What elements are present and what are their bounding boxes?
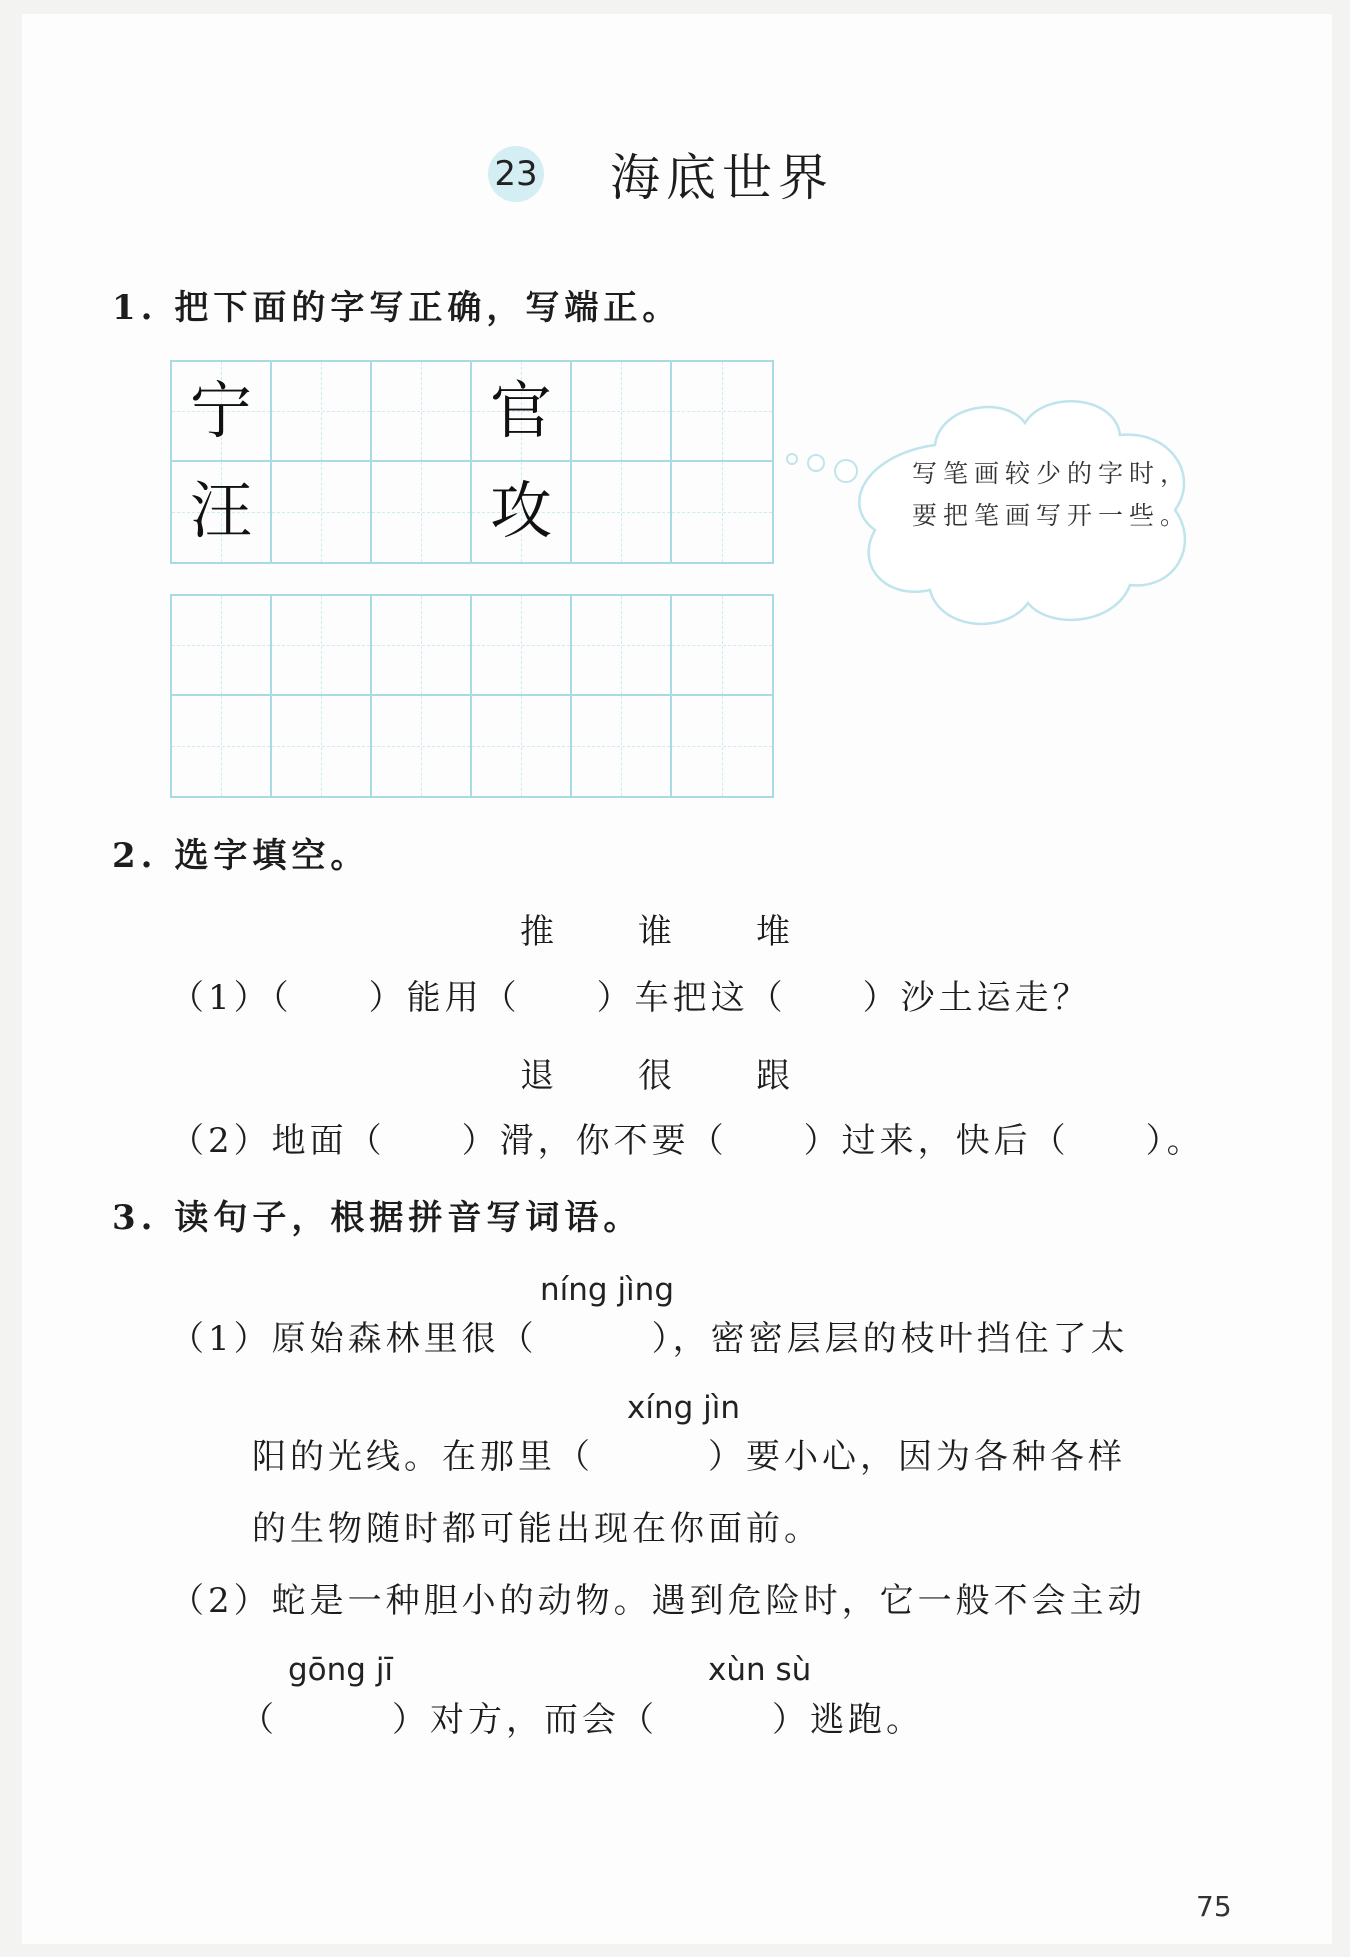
option-char: 谁 (638, 912, 672, 952)
option-char: 跟 (756, 1056, 790, 1096)
option-char: 退 (520, 1056, 554, 1096)
q2-sentence-2: （2）地面（ ）滑，你不要（ ）过来，快后（ ）。 (170, 1121, 1205, 1161)
pinyin-hint: gōng jī (288, 1652, 394, 1688)
grid-cell[interactable] (472, 696, 572, 796)
grid-cell[interactable] (572, 596, 672, 696)
grid-cell: 官 (472, 362, 572, 462)
grid-cell: 攻 (472, 462, 572, 562)
option-char: 堆 (756, 912, 790, 952)
q3-sentence-2-line-1: （2）蛇是一种胆小的动物。遇到危险时，它一般不会主动 (170, 1581, 1146, 1621)
q3-sentence-1-line-1: （1）原始森林里很（ ），密密层层的枝叶挡住了太 (170, 1319, 1129, 1359)
lesson-title: 海底世界 (610, 149, 834, 207)
lesson-number-badge: 23 (488, 146, 544, 202)
grid-cell: 汪 (172, 462, 272, 562)
grid-cell[interactable] (672, 362, 772, 462)
q3-sentence-1-line-3: 的生物随时都可能出现在你面前。 (252, 1509, 822, 1549)
grid-cell[interactable] (372, 362, 472, 462)
grid-cell[interactable] (572, 462, 672, 562)
grid-cell[interactable] (272, 696, 372, 796)
page-number: 75 (1196, 1890, 1232, 1923)
pinyin-hint: xíng jìn (627, 1390, 741, 1426)
question-1-title: 1. 把下面的字写正确，写端正。 (112, 288, 682, 328)
question-2-title: 2. 选字填空。 (112, 836, 370, 876)
tip-bubble-text: 写笔画较少的字时，要把笔画写开一些。 (912, 459, 1192, 530)
grid-cell[interactable] (672, 462, 772, 562)
writing-grid-practice (170, 594, 774, 798)
grid-cell[interactable] (572, 362, 672, 462)
grid-cell[interactable] (572, 696, 672, 796)
option-char: 很 (638, 1056, 672, 1096)
writing-grid-model (170, 360, 774, 564)
q2-sentence-1: （1）（ ）能用（ ）车把这（ ）沙土运走？ (170, 978, 1091, 1018)
grid-cell[interactable] (272, 596, 372, 696)
question-3-title: 3. 读句子，根据拼音写词语。 (112, 1198, 643, 1238)
grid-cell[interactable] (272, 462, 372, 562)
grid-cell[interactable] (372, 696, 472, 796)
option-char: 推 (520, 912, 554, 952)
grid-cell[interactable] (272, 362, 372, 462)
option-group-2 (520, 1048, 874, 1097)
grid-cell[interactable] (372, 596, 472, 696)
grid-cell[interactable] (172, 696, 272, 796)
q3-sentence-2-line-2: （ ）对方，而会（ ）逃跑。 (240, 1700, 924, 1740)
pinyin-hint: níng jìng (540, 1272, 674, 1308)
grid-cell[interactable] (672, 596, 772, 696)
q3-sentence-1-line-2: 阳的光线。在那里（ ）要小心，因为各种各样 (252, 1437, 1126, 1477)
pinyin-hint: xùn sù (708, 1652, 812, 1688)
option-group-1 (520, 904, 874, 953)
grid-cell[interactable] (472, 596, 572, 696)
grid-cell[interactable] (672, 696, 772, 796)
grid-cell: 宁 (172, 362, 272, 462)
grid-cell[interactable] (172, 596, 272, 696)
grid-cell[interactable] (372, 462, 472, 562)
